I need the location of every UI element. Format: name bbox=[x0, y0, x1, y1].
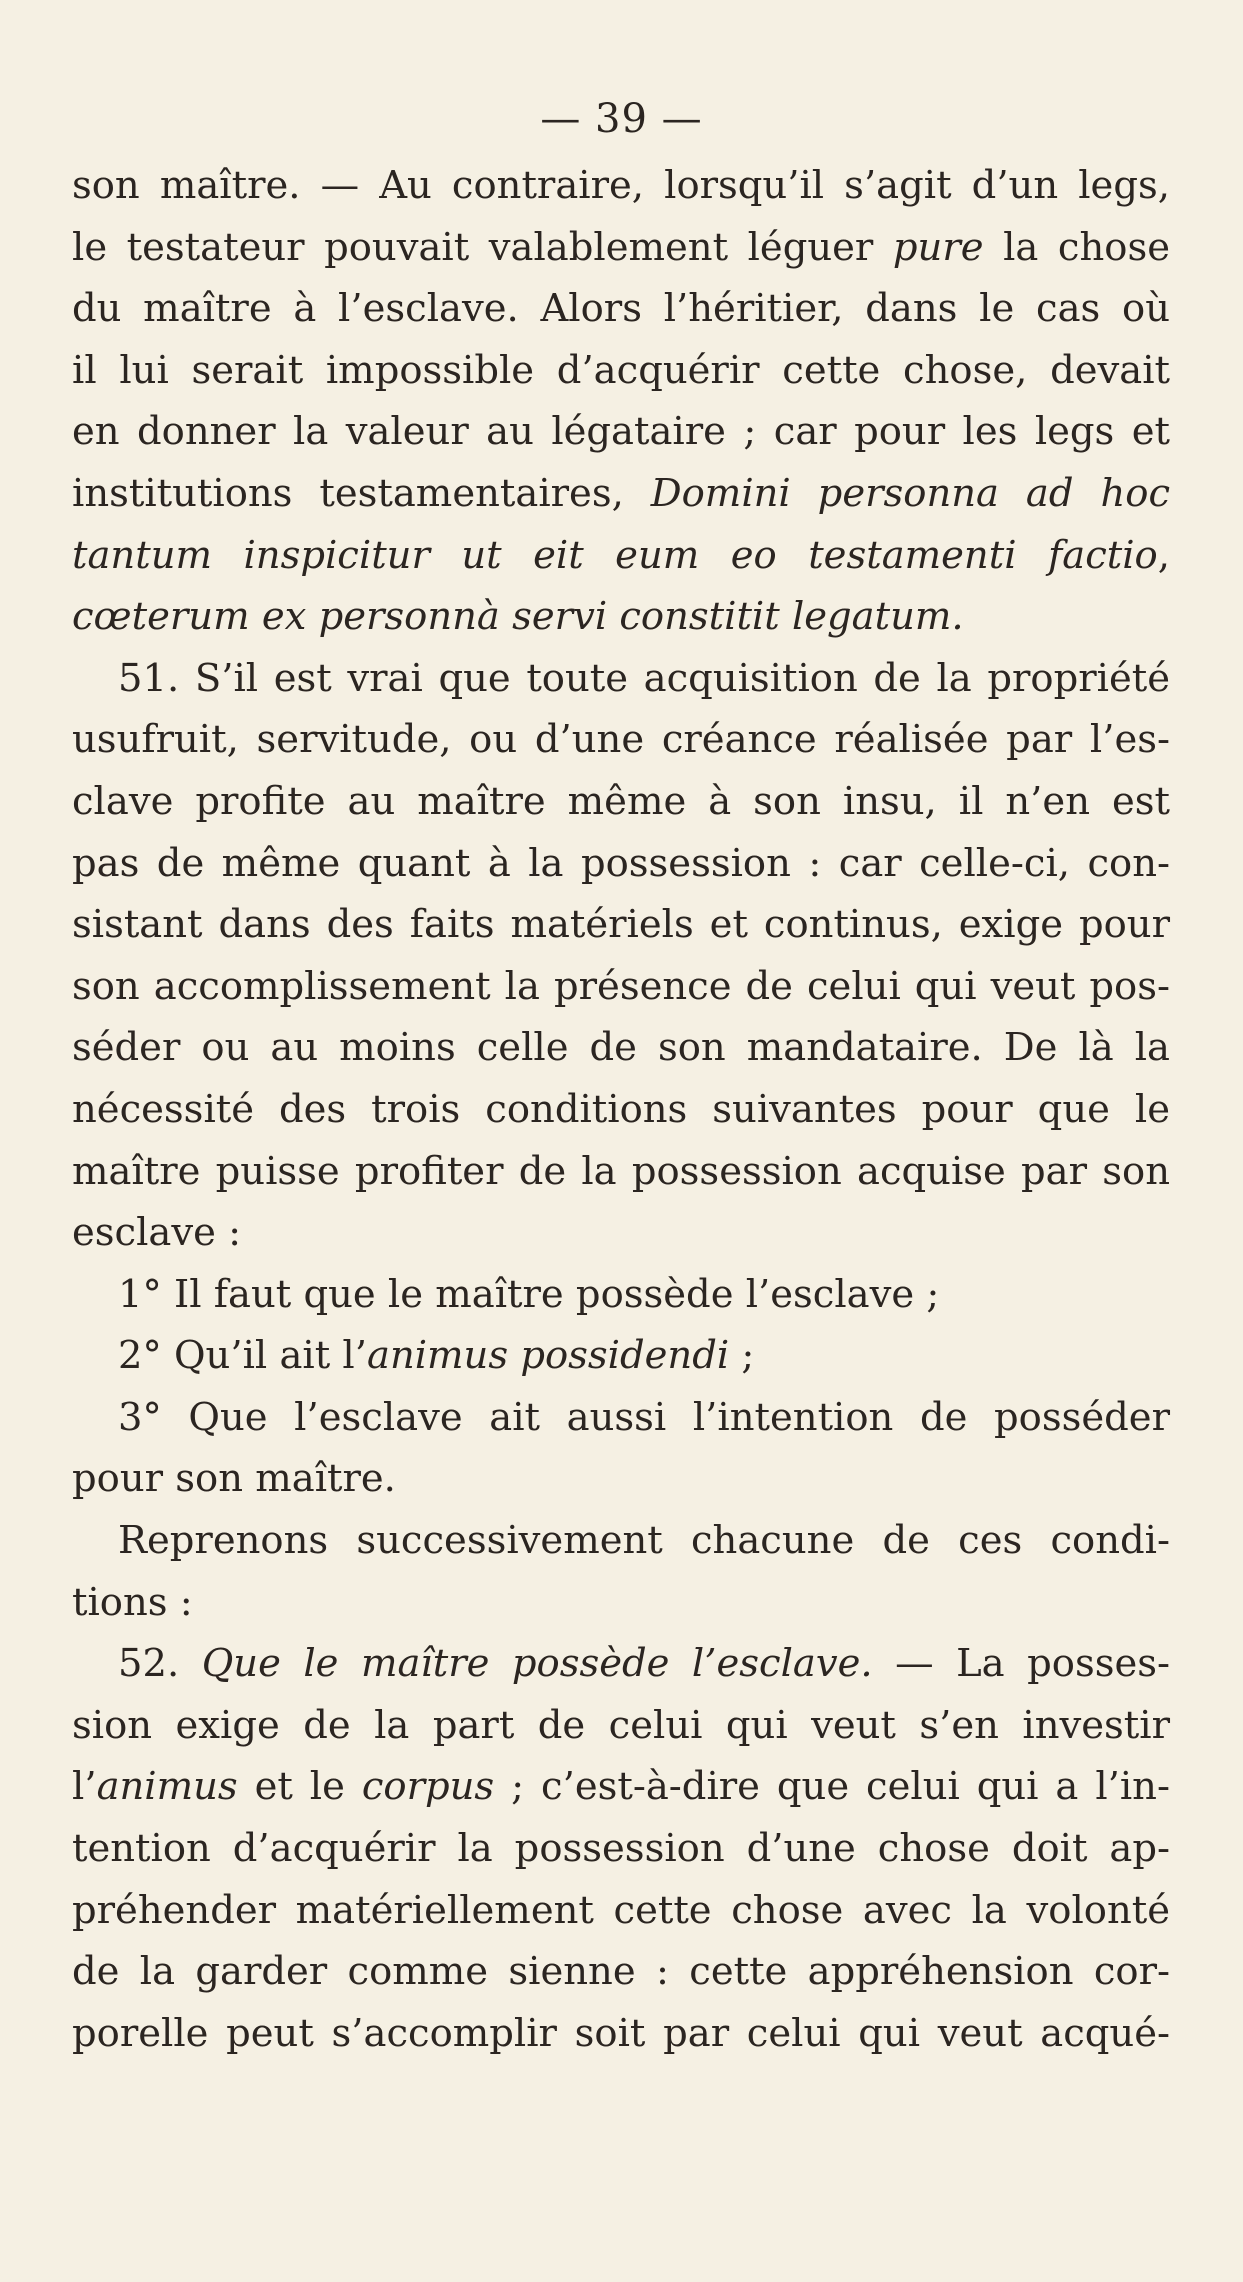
text-line: esclave : bbox=[72, 1210, 242, 1256]
text-line: préhender matériellement cette chose avec la volonté bbox=[72, 1887, 1170, 1933]
text-line: cœterum ex personnà servi constitit legatum. bbox=[72, 594, 964, 640]
text-line: Reprenons successivement chacune de ces condi- bbox=[118, 1518, 1170, 1564]
text-line: il lui serait impossible d’acquérir cette chose, devait bbox=[72, 347, 1170, 393]
text-line: porelle peut s’accomplir soit par celui qui veut acqué- bbox=[72, 2010, 1170, 2056]
text-line: sistant dans des faits matériels et continus, exige pour bbox=[72, 902, 1170, 948]
text-line: 2° Qu’il ait l’animus possidendi ; bbox=[118, 1333, 755, 1379]
text-line: tions : bbox=[72, 1579, 193, 1625]
text-line: en donner la valeur au légataire ; car pour les legs et bbox=[72, 409, 1170, 455]
text-line: pas de même quant à la possession : car celle-ci, con- bbox=[72, 840, 1170, 886]
text-line: séder ou au moins celle de son mandataire. De là la bbox=[72, 1025, 1170, 1071]
text-line: sion exige de la part de celui qui veut s’en investir bbox=[72, 1702, 1170, 1748]
text-line: institutions testamentaires, Domini personna ad hoc bbox=[72, 470, 1171, 516]
text-line: son maître. — Au contraire, lorsqu’il s’agit d’un legs, bbox=[72, 163, 1170, 208]
text-line: 52. Que le maître possède l’esclave. — La posses- bbox=[118, 1641, 1171, 1687]
text-line: tention d’acquérir la possession d’une chose doit ap- bbox=[72, 1826, 1170, 1872]
text-line: 3° Que l’esclave ait aussi l’intention de posséder bbox=[118, 1394, 1170, 1440]
text-line: son accomplissement la présence de celui qui veut pos- bbox=[72, 963, 1170, 1009]
text-line: 1° Il faut que le maître possède l’esclave ; bbox=[118, 1271, 940, 1317]
text-line: maître puisse profiter de la possession acquise par son bbox=[72, 1148, 1170, 1194]
text-line: le testateur pouvait valablement léguer pure la chose bbox=[72, 224, 1170, 270]
page-number: — 39 — bbox=[540, 96, 703, 142]
text-line: l’animus et le corpus ; c’est-à-dire que celui qui a l’in- bbox=[72, 1764, 1170, 1810]
text-line: 51. S’il est vrai que toute acquisition de la propriété bbox=[118, 655, 1170, 701]
text-line: clave profite au maître même à son insu, il n’en est bbox=[72, 778, 1170, 824]
text-line: usufruit, servitude, ou d’une créance réalisée par l’es- bbox=[72, 717, 1170, 763]
text-line: nécessité des trois conditions suivantes pour que le bbox=[72, 1086, 1170, 1132]
text-line: pour son maître. bbox=[72, 1456, 396, 1502]
text-line: tantum inspicitur ut eit eum eo testamenti factio, bbox=[72, 532, 1170, 578]
text-line: de la garder comme sienne : cette appréhension cor- bbox=[72, 1949, 1170, 1995]
page-text bbox=[72, 155, 1170, 2064]
text-line: du maître à l’esclave. Alors l’héritier, dans le cas où bbox=[72, 286, 1170, 332]
